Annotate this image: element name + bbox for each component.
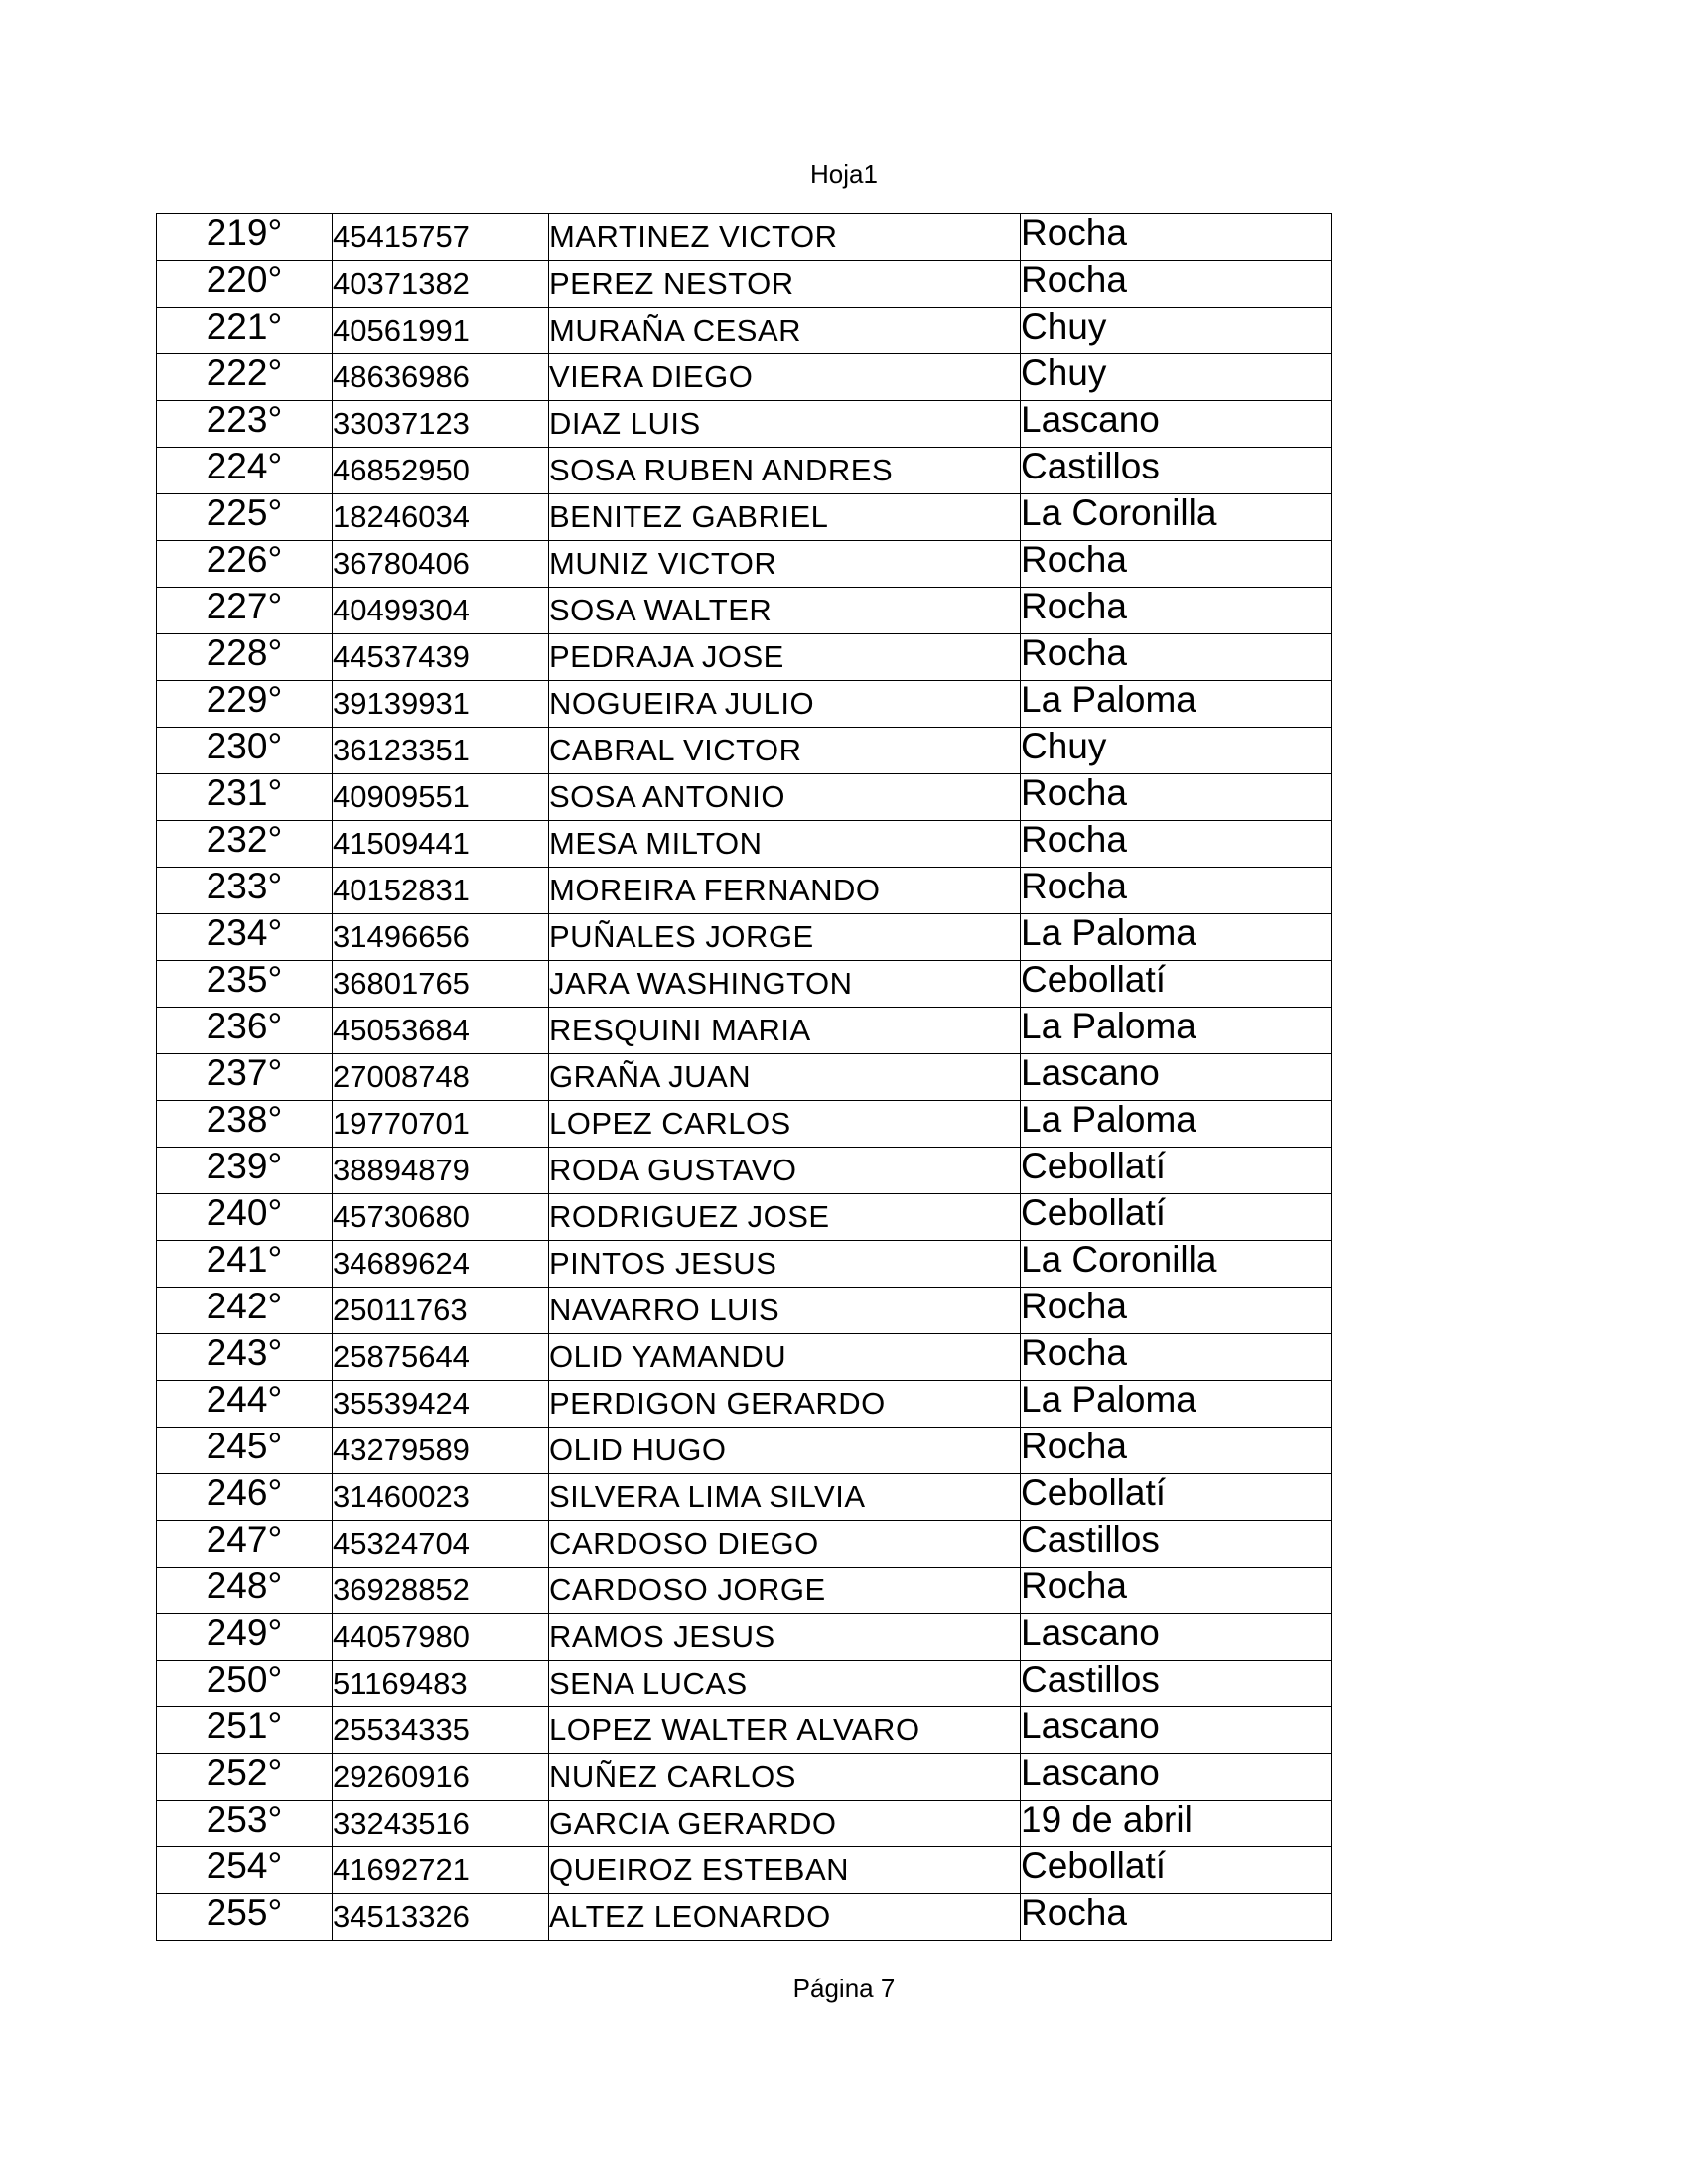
- city-cell: Rocha: [1021, 1568, 1332, 1614]
- sheet-name-header: Hoja1: [810, 159, 878, 189]
- table-row: [157, 1288, 1332, 1334]
- table-row: [157, 1801, 1332, 1847]
- city-cell: Lascano: [1021, 401, 1332, 448]
- city-cell: Cebollatí: [1021, 1194, 1332, 1241]
- table-row: [157, 821, 1332, 868]
- id-number-cell: 43279589: [333, 1428, 549, 1474]
- rank-cell: 255°: [157, 1894, 333, 1941]
- city-cell: Chuy: [1021, 308, 1332, 354]
- rank-cell: 232°: [157, 821, 333, 868]
- id-number-cell: 25011763: [333, 1288, 549, 1334]
- rank-cell: 242°: [157, 1288, 333, 1334]
- table-row: [157, 354, 1332, 401]
- rank-cell: 224°: [157, 448, 333, 494]
- city-cell: Rocha: [1021, 1894, 1332, 1941]
- rank-cell: 230°: [157, 728, 333, 774]
- name-cell: NOGUEIRA JULIO: [549, 681, 1021, 728]
- city-cell: Cebollatí: [1021, 961, 1332, 1008]
- id-number-cell: 31460023: [333, 1474, 549, 1521]
- id-number-cell: 44537439: [333, 634, 549, 681]
- table-row: [157, 681, 1332, 728]
- id-number-cell: 40371382: [333, 261, 549, 308]
- table-row: [157, 1847, 1332, 1894]
- table-row: [157, 1241, 1332, 1288]
- rank-cell: 222°: [157, 354, 333, 401]
- rank-cell: 236°: [157, 1008, 333, 1054]
- rank-cell: 239°: [157, 1148, 333, 1194]
- name-cell: RODA GUSTAVO: [549, 1148, 1021, 1194]
- city-cell: Chuy: [1021, 728, 1332, 774]
- id-number-cell: 46852950: [333, 448, 549, 494]
- table-row: [157, 1568, 1332, 1614]
- table-row: [157, 1614, 1332, 1661]
- id-number-cell: 44057980: [333, 1614, 549, 1661]
- city-cell: Rocha: [1021, 1334, 1332, 1381]
- name-cell: SILVERA LIMA SILVIA: [549, 1474, 1021, 1521]
- id-number-cell: 25875644: [333, 1334, 549, 1381]
- table-row: [157, 1334, 1332, 1381]
- name-cell: CABRAL VICTOR: [549, 728, 1021, 774]
- rank-cell: 219°: [157, 214, 333, 261]
- id-number-cell: 27008748: [333, 1054, 549, 1101]
- id-number-cell: 31496656: [333, 914, 549, 961]
- city-cell: Lascano: [1021, 1754, 1332, 1801]
- rank-cell: 251°: [157, 1707, 333, 1754]
- table-row: [157, 1661, 1332, 1707]
- rank-cell: 231°: [157, 774, 333, 821]
- id-number-cell: 40499304: [333, 588, 549, 634]
- id-number-cell: 36801765: [333, 961, 549, 1008]
- city-cell: Rocha: [1021, 214, 1332, 261]
- id-number-cell: 39139931: [333, 681, 549, 728]
- rank-cell: 238°: [157, 1101, 333, 1148]
- table-row: [157, 1194, 1332, 1241]
- name-cell: BENITEZ GABRIEL: [549, 494, 1021, 541]
- id-number-cell: 38894879: [333, 1148, 549, 1194]
- rank-cell: 223°: [157, 401, 333, 448]
- id-number-cell: 36123351: [333, 728, 549, 774]
- city-cell: La Paloma: [1021, 681, 1332, 728]
- name-cell: PERDIGON GERARDO: [549, 1381, 1021, 1428]
- table-row: [157, 1381, 1332, 1428]
- name-cell: SOSA ANTONIO: [549, 774, 1021, 821]
- name-cell: OLID HUGO: [549, 1428, 1021, 1474]
- table-row: [157, 1008, 1332, 1054]
- rank-cell: 249°: [157, 1614, 333, 1661]
- id-number-cell: 29260916: [333, 1754, 549, 1801]
- name-cell: DIAZ LUIS: [549, 401, 1021, 448]
- city-cell: Castillos: [1021, 448, 1332, 494]
- rank-cell: 246°: [157, 1474, 333, 1521]
- rank-cell: 243°: [157, 1334, 333, 1381]
- page-number-footer: Página 7: [792, 1974, 896, 2003]
- rank-cell: 226°: [157, 541, 333, 588]
- rank-cell: 233°: [157, 868, 333, 914]
- id-number-cell: 45324704: [333, 1521, 549, 1568]
- rank-cell: 247°: [157, 1521, 333, 1568]
- rank-cell: 245°: [157, 1428, 333, 1474]
- id-number-cell: 45415757: [333, 214, 549, 261]
- table-row: [157, 1054, 1332, 1101]
- name-cell: JARA WASHINGTON: [549, 961, 1021, 1008]
- table-row: [157, 401, 1332, 448]
- table-row: [157, 448, 1332, 494]
- id-number-cell: 40909551: [333, 774, 549, 821]
- rank-cell: 234°: [157, 914, 333, 961]
- city-cell: Rocha: [1021, 774, 1332, 821]
- city-cell: Lascano: [1021, 1614, 1332, 1661]
- city-cell: Lascano: [1021, 1054, 1332, 1101]
- city-cell: Rocha: [1021, 1288, 1332, 1334]
- name-cell: MOREIRA FERNANDO: [549, 868, 1021, 914]
- city-cell: Cebollatí: [1021, 1847, 1332, 1894]
- name-cell: GRAÑA JUAN: [549, 1054, 1021, 1101]
- name-cell: PEDRAJA JOSE: [549, 634, 1021, 681]
- name-cell: SOSA WALTER: [549, 588, 1021, 634]
- id-number-cell: 33243516: [333, 1801, 549, 1847]
- id-number-cell: 25534335: [333, 1707, 549, 1754]
- name-cell: RESQUINI MARIA: [549, 1008, 1021, 1054]
- name-cell: GARCIA GERARDO: [549, 1801, 1021, 1847]
- table-row: [157, 774, 1332, 821]
- table-row: [157, 214, 1332, 261]
- id-number-cell: 40152831: [333, 868, 549, 914]
- city-cell: Rocha: [1021, 634, 1332, 681]
- city-cell: Castillos: [1021, 1661, 1332, 1707]
- rank-cell: 241°: [157, 1241, 333, 1288]
- id-number-cell: 36780406: [333, 541, 549, 588]
- name-cell: SOSA RUBEN ANDRES: [549, 448, 1021, 494]
- id-number-cell: 48636986: [333, 354, 549, 401]
- id-number-cell: 51169483: [333, 1661, 549, 1707]
- table-row: [157, 308, 1332, 354]
- city-cell: La Paloma: [1021, 1008, 1332, 1054]
- table-row: [157, 588, 1332, 634]
- name-cell: NAVARRO LUIS: [549, 1288, 1021, 1334]
- rank-cell: 240°: [157, 1194, 333, 1241]
- city-cell: Cebollatí: [1021, 1474, 1332, 1521]
- id-number-cell: 45053684: [333, 1008, 549, 1054]
- table-row: [157, 1148, 1332, 1194]
- city-cell: Cebollatí: [1021, 1148, 1332, 1194]
- city-cell: Rocha: [1021, 821, 1332, 868]
- id-number-cell: 33037123: [333, 401, 549, 448]
- table-row: [157, 634, 1332, 681]
- table-row: [157, 1521, 1332, 1568]
- rank-cell: 253°: [157, 1801, 333, 1847]
- name-cell: OLID YAMANDU: [549, 1334, 1021, 1381]
- city-cell: La Paloma: [1021, 914, 1332, 961]
- rank-cell: 237°: [157, 1054, 333, 1101]
- city-cell: Rocha: [1021, 588, 1332, 634]
- name-cell: CARDOSO JORGE: [549, 1568, 1021, 1614]
- name-cell: NUÑEZ CARLOS: [549, 1754, 1021, 1801]
- ranking-table: [156, 213, 1332, 1941]
- table-row: [157, 1474, 1332, 1521]
- name-cell: CARDOSO DIEGO: [549, 1521, 1021, 1568]
- table-row: [157, 961, 1332, 1008]
- id-number-cell: 40561991: [333, 308, 549, 354]
- city-cell: Castillos: [1021, 1521, 1332, 1568]
- city-cell: Rocha: [1021, 261, 1332, 308]
- rank-cell: 221°: [157, 308, 333, 354]
- name-cell: VIERA DIEGO: [549, 354, 1021, 401]
- table-row: [157, 541, 1332, 588]
- id-number-cell: 45730680: [333, 1194, 549, 1241]
- rank-cell: 254°: [157, 1847, 333, 1894]
- id-number-cell: 35539424: [333, 1381, 549, 1428]
- name-cell: PINTOS JESUS: [549, 1241, 1021, 1288]
- table-row: [157, 494, 1332, 541]
- table-row: [157, 1894, 1332, 1941]
- table-row: [157, 728, 1332, 774]
- rank-cell: 235°: [157, 961, 333, 1008]
- city-cell: Chuy: [1021, 354, 1332, 401]
- id-number-cell: 41692721: [333, 1847, 549, 1894]
- name-cell: RAMOS JESUS: [549, 1614, 1021, 1661]
- rank-cell: 225°: [157, 494, 333, 541]
- name-cell: MUNIZ VICTOR: [549, 541, 1021, 588]
- table-row: [157, 1428, 1332, 1474]
- id-number-cell: 19770701: [333, 1101, 549, 1148]
- id-number-cell: 18246034: [333, 494, 549, 541]
- rank-cell: 248°: [157, 1568, 333, 1614]
- rank-cell: 250°: [157, 1661, 333, 1707]
- name-cell: MURAÑA CESAR: [549, 308, 1021, 354]
- id-number-cell: 36928852: [333, 1568, 549, 1614]
- table-row: [157, 1101, 1332, 1148]
- ranking-table-body: [157, 214, 1332, 1941]
- city-cell: La Coronilla: [1021, 1241, 1332, 1288]
- name-cell: PUÑALES JORGE: [549, 914, 1021, 961]
- city-cell: 19 de abril: [1021, 1801, 1332, 1847]
- name-cell: SENA LUCAS: [549, 1661, 1021, 1707]
- city-cell: Rocha: [1021, 541, 1332, 588]
- id-number-cell: 41509441: [333, 821, 549, 868]
- name-cell: LOPEZ WALTER ALVARO: [549, 1707, 1021, 1754]
- table-row: [157, 914, 1332, 961]
- city-cell: La Coronilla: [1021, 494, 1332, 541]
- rank-cell: 220°: [157, 261, 333, 308]
- rank-cell: 229°: [157, 681, 333, 728]
- city-cell: Rocha: [1021, 868, 1332, 914]
- rank-cell: 252°: [157, 1754, 333, 1801]
- city-cell: La Paloma: [1021, 1101, 1332, 1148]
- name-cell: MESA MILTON: [549, 821, 1021, 868]
- rank-cell: 227°: [157, 588, 333, 634]
- table-row: [157, 868, 1332, 914]
- name-cell: PEREZ NESTOR: [549, 261, 1021, 308]
- id-number-cell: 34689624: [333, 1241, 549, 1288]
- id-number-cell: 34513326: [333, 1894, 549, 1941]
- name-cell: LOPEZ CARLOS: [549, 1101, 1021, 1148]
- table-row: [157, 261, 1332, 308]
- name-cell: RODRIGUEZ JOSE: [549, 1194, 1021, 1241]
- name-cell: QUEIROZ ESTEBAN: [549, 1847, 1021, 1894]
- city-cell: Lascano: [1021, 1707, 1332, 1754]
- rank-cell: 228°: [157, 634, 333, 681]
- name-cell: ALTEZ LEONARDO: [549, 1894, 1021, 1941]
- name-cell: MARTINEZ VICTOR: [549, 214, 1021, 261]
- table-row: [157, 1707, 1332, 1754]
- table-row: [157, 1754, 1332, 1801]
- rank-cell: 244°: [157, 1381, 333, 1428]
- city-cell: La Paloma: [1021, 1381, 1332, 1428]
- city-cell: Rocha: [1021, 1428, 1332, 1474]
